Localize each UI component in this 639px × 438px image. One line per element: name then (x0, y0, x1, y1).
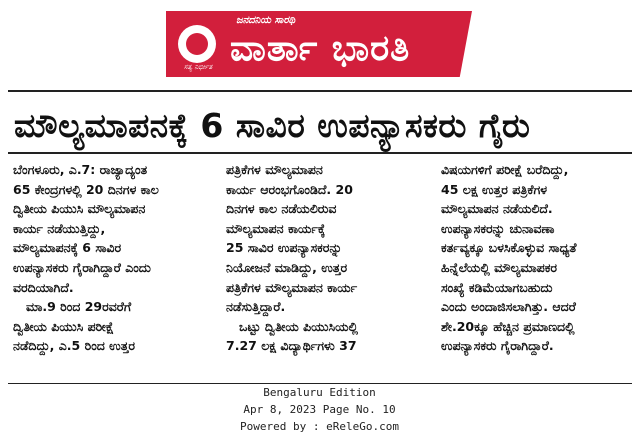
article-column-3: ವಿಷಯಗಳಿಗೆ ಪರೀಕ್ಷೆ ಬರೆದಿದ್ದು, 45 ಲಕ್ಷ ಉತ್ತರ ಪತ್ರಿಕೆಗಳ ಮೌಲ್ಯಮಾಪನ ನಡೆಯಲಿದೆ. ಉಪನ್ಯಾಸಕರನ್ನು ಚುನಾವಣಾ ಕರ್ತವ್ಯಕ್ಕೂ ಬಳಸಿಕೊಳ್ಳುವ ಸಾಧ್ಯತೆ ಹಿನ್ನೆಲೆಯಲ್ಲಿ ಮೌಲ್ಯಮಾಪಕರ ಸಂಖ್ಯೆ ಕಡಿಮೆಯಾಗಬಹುದು ಎಂದು ಅಂದಾಜಿಸಲಾಗಿತ್ತು. ಆದರೆ ಶೇ.20ಕ್ಕೂ ಹೆಚ್ಚಿನ ಪ್ರಮಾಣದಲ್ಲಿ ಉಪನ್ಯಾಸಕರು ಗೈರಾಗಿದ್ದಾರೆ. (441, 162, 577, 354)
article-column-2: ಪತ್ರಿಕೆಗಳ ಮೌಲ್ಯಮಾಪನ ಕಾರ್ಯ ಆರಂಭಗೊಂಡಿದೆ. 20 ದಿನಗಳ ಕಾಲ ನಡೆಯಲಿರುವ ಮೌಲ್ಯಮಾಪನ ಕಾರ್ಯಕ್ಕೆ 25 ಸಾವಿರ ಉಪನ್ಯಾಸಕರನ್ನು ನಿಯೋಜನೆ ಮಾಡಿದ್ದು, ಉತ್ತರ ಪತ್ರಿಕೆಗಳ ಮೌಲ್ಯಮಾಪನ ಕಾರ್ಯ ನಡೆಸುತ್ತಿದ್ದಾರೆ. ಒಟ್ಟು ದ್ವಿತೀಯ ಪಿಯುಸಿಯಲ್ಲಿ 7.27 ಲಕ್ಷ ವಿದ್ಯಾರ್ಥಿಗಳು 37 (226, 162, 358, 354)
logo-caption: ಸತ್ಯ ನಿರ್ಭೀತ (183, 63, 213, 71)
top-divider (8, 90, 632, 92)
masthead-tagline: ಜನದನಿಯ ಸಾರಥಿ (236, 15, 296, 26)
headline-divider (8, 152, 632, 154)
footer-powered-by: Powered by : eReleGo.com (240, 420, 399, 433)
masthead-logo (166, 11, 472, 77)
article-headline: ಮೌಲ್ಯಮಾಪನಕ್ಕೆ 6 ಸಾವಿರ ಉಪನ್ಯಾಸಕರು ಗೈರು (14, 106, 531, 145)
footer-edition: Bengaluru Edition (263, 386, 376, 399)
masthead-brand: ವಾರ್ತಾ ಭಾರತಿ (230, 28, 411, 69)
logo-emblem-icon (178, 25, 216, 63)
article-column-1: ಬೆಂಗಳೂರು, ಎ.7: ರಾಜ್ಯಾದ್ಯಂತ 65 ಕೇಂದ್ರಗಳಲ್ಲಿ 20 ದಿನಗಳ ಕಾಲ ದ್ವಿತೀಯ ಪಿಯುಸಿ ಮೌಲ್ಯಮಾಪನ ಕಾರ್ಯ ನಡೆಯುತ್ತಿದ್ದು, ಮೌಲ್ಯಮಾಪನಕ್ಕೆ 6 ಸಾವಿರ ಉಪನ್ಯಾಸಕರು ಗೈರಾಗಿದ್ದಾರೆ ಎಂದು ವರದಿಯಾಗಿದೆ. ಮಾ.9 ರಿಂದ 29ರವರೆಗೆ ದ್ವಿತೀಯ ಪಿಯುಸಿ ಪರೀಕ್ಷೆ ನಡೆದಿದ್ದು, ಎ.5 ರಿಂದ ಉತ್ತರ (13, 162, 159, 354)
footer-date-page: Apr 8, 2023 Page No. 10 (243, 403, 396, 416)
bottom-divider (8, 383, 632, 384)
